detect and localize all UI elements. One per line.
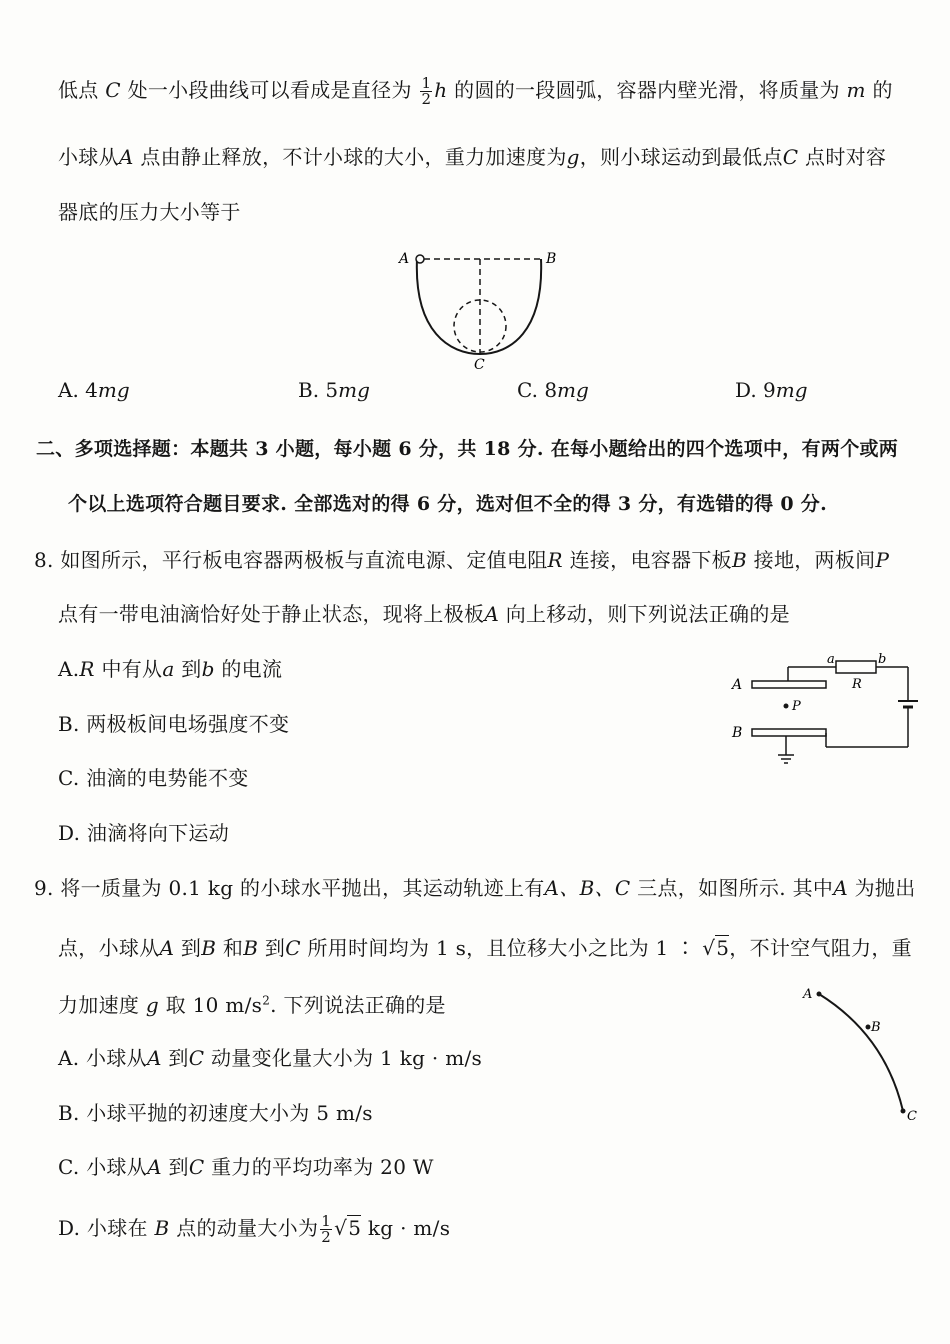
trajectory-curve bbox=[819, 994, 903, 1111]
label-plate-a: A bbox=[732, 677, 743, 693]
label-c: C bbox=[907, 1109, 917, 1124]
q8-line2: 点有一带电油滴恰好处于静止状态，现将上极板A 向上移动，则下列说法正确的是 bbox=[58, 602, 790, 626]
q7-option-c: C. 8mg bbox=[517, 378, 589, 402]
q9-option-b: B. 小球平抛的初速度大小为 5 m/s bbox=[58, 1101, 373, 1125]
q7-line1: 低点 C 处一小段曲线可以看成是直径为 $\frac{1}{2}$ h 的圆的一段圆弧，容器内壁光滑，将质量为 m 的 bbox=[58, 74, 893, 108]
label-a: A bbox=[399, 251, 410, 267]
section2-line2: 个以上选项符合题目要求. 全部选对的得 6 分，选对但不全的得 3 分，有选错的得 0 分. bbox=[68, 493, 827, 515]
label-a: A bbox=[803, 987, 813, 1002]
label-r: R bbox=[852, 677, 862, 692]
point-p bbox=[784, 704, 789, 709]
q7-option-a: A. 4mg bbox=[58, 378, 130, 402]
q7-option-d: D. 9mg bbox=[735, 378, 808, 402]
q8-option-c: C. 油滴的电势能不变 bbox=[58, 766, 249, 790]
label-b: B bbox=[546, 251, 557, 267]
point-a bbox=[817, 992, 822, 997]
ball bbox=[416, 255, 424, 263]
label-a: a bbox=[827, 652, 835, 667]
q9-line3: 力加速度 g 取 10 $m/s^2$. 下列说法正确的是 bbox=[58, 993, 446, 1017]
point-b bbox=[866, 1025, 871, 1030]
label-plate-b: B bbox=[732, 725, 743, 741]
q8-option-a: A.R 中有从a 到b 的电流 bbox=[58, 657, 283, 681]
q9-line2: 点，小球从A 到B 和B 到C 所用时间均为 1 s，且位移大小之比为 1 ∶ √5，不计空气阻力，重 bbox=[58, 936, 912, 960]
q7-line2: 小球从A 点由静止释放，不计小球的大小，重力加速度为g，则小球运动到最低点C 点时对容 bbox=[58, 145, 887, 169]
label-b: B bbox=[871, 1020, 881, 1035]
q7-bowl-figure bbox=[390, 242, 570, 372]
label-c: C bbox=[474, 357, 485, 372]
point-c bbox=[901, 1109, 906, 1114]
q9-option-d: D. 小球在 B 点的动量大小为 $\frac{1}{2}$ √5 kg · m/s bbox=[58, 1212, 451, 1246]
q7-line3: 器底的压力大小等于 bbox=[58, 200, 241, 224]
q8-line1: 8. 如图所示，平行板电容器两极板与直流电源、定值电阻R 连接，电容器下板B 接地，两板间P bbox=[34, 548, 890, 572]
q8-option-b: B. 两极板间电场强度不变 bbox=[58, 712, 290, 736]
label-b: b bbox=[878, 652, 887, 667]
label-p: P bbox=[792, 699, 801, 714]
q7-option-b: B. 5mg bbox=[298, 378, 370, 402]
plate-a bbox=[752, 681, 826, 688]
resistor bbox=[836, 661, 876, 673]
q8-circuit-figure bbox=[728, 650, 928, 775]
q9-option-a: A. 小球从A 到C 动量变化量大小为 1 kg · m/s bbox=[58, 1046, 483, 1070]
q9-trajectory-figure bbox=[795, 980, 935, 1130]
fraction: $\frac{1}{2}$ bbox=[421, 74, 432, 108]
bowl-curve bbox=[417, 259, 541, 354]
q9-line1: 9. 将一质量为 0.1 kg 的小球水平抛出，其运动轨迹上有A、B、C 三点，如图所示. 其中A 为抛出 bbox=[34, 876, 916, 900]
plate-b bbox=[752, 729, 826, 736]
q8-option-d: D. 油滴将向下运动 bbox=[58, 821, 230, 845]
q9-option-c: C. 小球从A 到C 重力的平均功率为 20 W bbox=[58, 1155, 434, 1179]
fraction: $\frac{1}{2}$ bbox=[321, 1212, 332, 1246]
section2-line1: 二、多项选择题：本题共 3 小题，每小题 6 分，共 18 分. 在每小题给出的四个选项中，有两个或两 bbox=[36, 438, 899, 460]
